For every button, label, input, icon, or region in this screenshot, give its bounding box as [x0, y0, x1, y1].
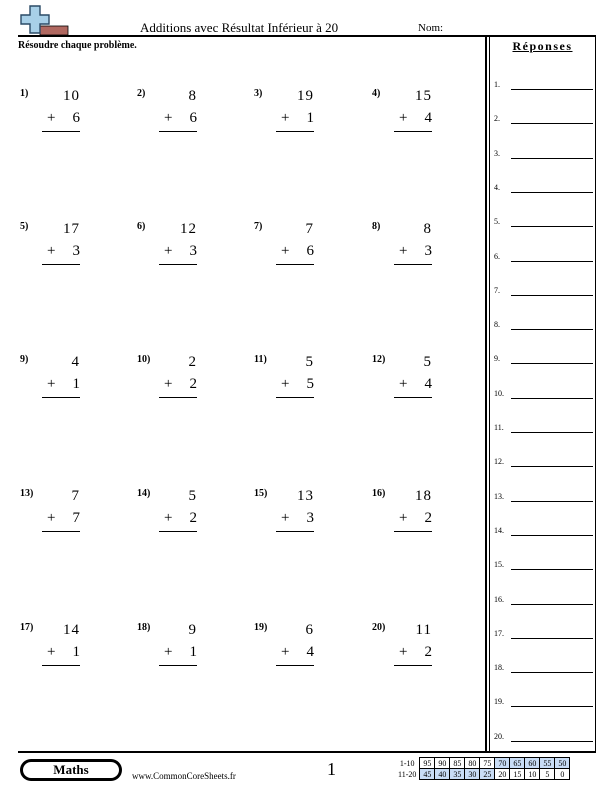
bottom-operand: 6: [189, 110, 197, 126]
answer-line[interactable]: [511, 569, 593, 570]
problem: [137, 354, 227, 414]
score-cell: 0: [555, 769, 570, 780]
top-operand: 7: [305, 221, 314, 237]
bottom-operand: 4: [424, 376, 432, 392]
answer-column-divider: [485, 36, 487, 751]
answer-column-divider-inner: [489, 36, 490, 751]
answer-line[interactable]: [511, 638, 593, 639]
answer-row: [494, 663, 594, 677]
answer-line[interactable]: [511, 261, 593, 262]
plus-operator: +: [281, 243, 290, 259]
answer-number: 16.: [494, 594, 504, 604]
problem-number: 17): [20, 622, 34, 633]
plus-sign-logo-icon: [18, 4, 70, 36]
answers-title: Réponses: [512, 39, 573, 53]
answer-row: [494, 320, 594, 334]
problem-number: 20): [372, 622, 386, 633]
sum-underline: [394, 665, 432, 666]
problem: [20, 354, 110, 414]
sum-underline: [394, 531, 432, 532]
sum-underline: [159, 264, 197, 265]
problem-number: 16): [372, 488, 386, 499]
top-operand: 8: [423, 221, 432, 237]
answer-line[interactable]: [511, 89, 593, 90]
top-operand: 18: [415, 488, 432, 504]
top-operand: 5: [188, 488, 197, 504]
top-operand: 10: [63, 88, 80, 104]
score-cell: 35: [450, 769, 465, 780]
score-cell: 25: [480, 769, 495, 780]
footer-divider: [18, 751, 596, 753]
answer-row: [494, 149, 594, 163]
top-operand: 11: [415, 622, 432, 638]
answer-number: 14.: [494, 525, 504, 535]
answer-line[interactable]: [511, 501, 593, 502]
top-operand: 2: [188, 354, 197, 370]
bottom-operand: 1: [306, 110, 314, 126]
problem-number: 2): [137, 88, 146, 99]
score-row-label: 1-10: [399, 758, 415, 768]
answer-line[interactable]: [511, 432, 593, 433]
score-row: [396, 758, 570, 769]
plus-operator: +: [399, 243, 408, 259]
sum-underline: [276, 397, 314, 398]
answer-number: 8.: [494, 320, 500, 330]
problem: [20, 488, 110, 548]
top-operand: 13: [297, 488, 314, 504]
top-operand: 5: [305, 354, 314, 370]
sum-underline: [42, 665, 80, 666]
answer-line[interactable]: [511, 466, 593, 467]
problem: [137, 622, 227, 682]
problem: [137, 221, 227, 281]
problem: [137, 88, 227, 148]
answer-number: 15.: [494, 560, 504, 570]
answer-line[interactable]: [511, 363, 593, 364]
bottom-operand: 3: [189, 243, 197, 259]
bottom-operand: 6: [306, 243, 314, 259]
plus-operator: +: [164, 510, 173, 526]
answer-row: [494, 183, 594, 197]
answer-row: [494, 389, 594, 403]
answer-number: 9.: [494, 354, 500, 364]
problem-number: 5): [20, 221, 29, 232]
bottom-operand: 4: [306, 644, 314, 660]
plus-operator: +: [399, 644, 408, 660]
problem: [254, 488, 344, 548]
bottom-operand: 2: [189, 376, 197, 392]
score-cell: 60: [525, 758, 540, 769]
sum-underline: [276, 264, 314, 265]
answer-line[interactable]: [511, 123, 593, 124]
plus-operator: +: [399, 110, 408, 126]
score-cell: 90: [435, 758, 450, 769]
top-operand: 8: [188, 88, 197, 104]
problem-number: 11): [254, 354, 267, 365]
answer-number: 1.: [494, 80, 500, 89]
score-cell: 40: [435, 769, 450, 780]
score-cell: 55: [540, 758, 555, 769]
score-row: [396, 769, 570, 780]
problem-number: 14): [137, 488, 151, 499]
top-operand: 14: [63, 622, 80, 638]
bottom-operand: 7: [72, 510, 80, 526]
bottom-operand: 5: [306, 376, 314, 392]
sum-underline: [42, 264, 80, 265]
answer-line[interactable]: [511, 226, 593, 227]
sum-underline: [394, 397, 432, 398]
header-divider: [18, 35, 596, 37]
sum-underline: [276, 665, 314, 666]
answer-row: [494, 697, 594, 711]
plus-operator: +: [47, 376, 56, 392]
problem-number: 18): [137, 622, 151, 633]
bottom-operand: 2: [424, 644, 432, 660]
answer-row: [494, 560, 594, 574]
instructions: Résoudre chaque problème.: [18, 40, 137, 51]
answer-line[interactable]: [511, 741, 593, 742]
answer-line[interactable]: [511, 672, 593, 673]
problem: [254, 354, 344, 414]
problem: [254, 88, 344, 148]
plus-operator: +: [164, 110, 173, 126]
bottom-operand: 1: [189, 644, 197, 660]
answer-number: 7.: [494, 285, 500, 295]
answer-row: [494, 526, 594, 540]
plus-operator: +: [47, 644, 56, 660]
bottom-operand: 3: [424, 243, 432, 259]
answer-column-right-border: [595, 36, 596, 751]
score-cell: 30: [465, 769, 480, 780]
website-link[interactable]: www.CommonCoreSheets.fr: [132, 771, 236, 781]
problem: [372, 354, 462, 414]
plus-operator: +: [281, 376, 290, 392]
top-operand: 15: [415, 88, 432, 104]
score-cell: 20: [495, 769, 510, 780]
score-table: [396, 757, 570, 780]
subject-badge: [20, 759, 122, 781]
answer-number: 12.: [494, 457, 504, 467]
bottom-operand: 3: [72, 243, 80, 259]
answer-row: [494, 286, 594, 300]
problem-number: 1): [20, 88, 29, 99]
problem: [20, 221, 110, 281]
top-operand: 9: [188, 622, 197, 638]
answer-row: [494, 354, 594, 368]
answer-row: [494, 492, 594, 506]
answer-row: [494, 595, 594, 609]
problem-number: 7): [254, 221, 263, 232]
problem-number: 4): [372, 88, 381, 99]
answer-number: 19.: [494, 697, 504, 707]
top-operand: 5: [423, 354, 432, 370]
answer-line[interactable]: [511, 398, 593, 399]
problem: [254, 221, 344, 281]
sum-underline: [394, 264, 432, 265]
score-cell: 75: [480, 758, 495, 769]
bottom-operand: 1: [72, 644, 80, 660]
problem: [372, 622, 462, 682]
answer-row: [494, 457, 594, 471]
sum-underline: [276, 131, 314, 132]
bottom-operand: 1: [72, 376, 80, 392]
problem-number: 3): [254, 88, 263, 99]
plus-operator: +: [164, 376, 173, 392]
answer-line[interactable]: [511, 604, 593, 605]
score-row-label: 11-20: [398, 769, 417, 779]
problem: [254, 622, 344, 682]
sum-underline: [159, 397, 197, 398]
answer-line[interactable]: [511, 295, 593, 296]
problem-number: 12): [372, 354, 386, 365]
sum-underline: [42, 131, 80, 132]
plus-operator: +: [399, 510, 408, 526]
problem-number: 8): [372, 221, 381, 232]
answer-line[interactable]: [511, 192, 593, 193]
problem: [372, 88, 462, 148]
answer-number: 18.: [494, 663, 504, 673]
answer-number: 17.: [494, 628, 504, 638]
problem-number: 13): [20, 488, 34, 499]
score-cell: 10: [525, 769, 540, 780]
page-number: 1: [327, 759, 336, 779]
sum-underline: [159, 531, 197, 532]
answer-number: 13.: [494, 491, 504, 501]
score-cell: 70: [495, 758, 510, 769]
plus-operator: +: [47, 243, 56, 259]
answer-number: 2.: [494, 114, 500, 124]
plus-operator: +: [399, 376, 408, 392]
problem: [372, 488, 462, 548]
sum-underline: [42, 531, 80, 532]
top-operand: 6: [305, 622, 314, 638]
top-operand: 12: [180, 221, 197, 237]
answer-number: 10.: [494, 388, 504, 398]
answer-line[interactable]: [511, 158, 593, 159]
sum-underline: [159, 131, 197, 132]
answer-line[interactable]: [511, 706, 593, 707]
answer-row: [494, 629, 594, 643]
answer-row: [494, 252, 594, 266]
problem: [137, 488, 227, 548]
top-operand: 19: [297, 88, 314, 104]
problem-number: 9): [20, 354, 29, 365]
answer-row: [494, 217, 594, 231]
score-cell: 15: [510, 769, 525, 780]
problem-number: 19): [254, 622, 268, 633]
plus-operator: +: [281, 510, 290, 526]
answer-row: [494, 423, 594, 437]
plus-operator: +: [47, 510, 56, 526]
sum-underline: [394, 131, 432, 132]
answer-line[interactable]: [511, 535, 593, 536]
answer-number: 6.: [494, 251, 500, 261]
answer-row: [494, 732, 594, 746]
score-cell: 50: [555, 758, 570, 769]
name-label: Nom:: [418, 22, 444, 34]
subject-label: Maths: [23, 762, 119, 778]
bottom-operand: 6: [72, 110, 80, 126]
plus-operator: +: [281, 644, 290, 660]
score-cell: 65: [510, 758, 525, 769]
problem: [20, 88, 110, 148]
top-operand: 4: [71, 354, 80, 370]
problem: [20, 622, 110, 682]
answer-line[interactable]: [511, 329, 593, 330]
plus-operator: +: [281, 110, 290, 126]
score-cell: 5: [540, 769, 555, 780]
top-operand: 17: [63, 221, 80, 237]
problem-number: 10): [137, 354, 151, 365]
score-cell: 80: [465, 758, 480, 769]
answer-number: 5.: [494, 217, 500, 227]
answer-row: [494, 80, 594, 94]
sum-underline: [276, 531, 314, 532]
score-cell: 45: [420, 769, 435, 780]
answer-number: 11.: [494, 423, 504, 432]
top-operand: 7: [71, 488, 80, 504]
answer-number: 3.: [494, 148, 500, 158]
sum-underline: [42, 397, 80, 398]
problem: [372, 221, 462, 281]
bottom-operand: 3: [306, 510, 314, 526]
plus-operator: +: [164, 644, 173, 660]
answer-number: 20.: [494, 731, 504, 741]
bottom-operand: 4: [424, 110, 432, 126]
answer-row: [494, 114, 594, 128]
plus-operator: +: [47, 110, 56, 126]
answer-number: 4.: [494, 182, 500, 192]
worksheet-title: Additions avec Résultat Inférieur à 20: [140, 20, 339, 35]
sum-underline: [159, 665, 197, 666]
score-cell: 85: [450, 758, 465, 769]
score-cell: 95: [420, 758, 435, 769]
problem-number: 6): [137, 221, 146, 232]
bottom-operand: 2: [424, 510, 432, 526]
plus-operator: +: [164, 243, 173, 259]
bottom-operand: 2: [189, 510, 197, 526]
problem-number: 15): [254, 488, 268, 499]
